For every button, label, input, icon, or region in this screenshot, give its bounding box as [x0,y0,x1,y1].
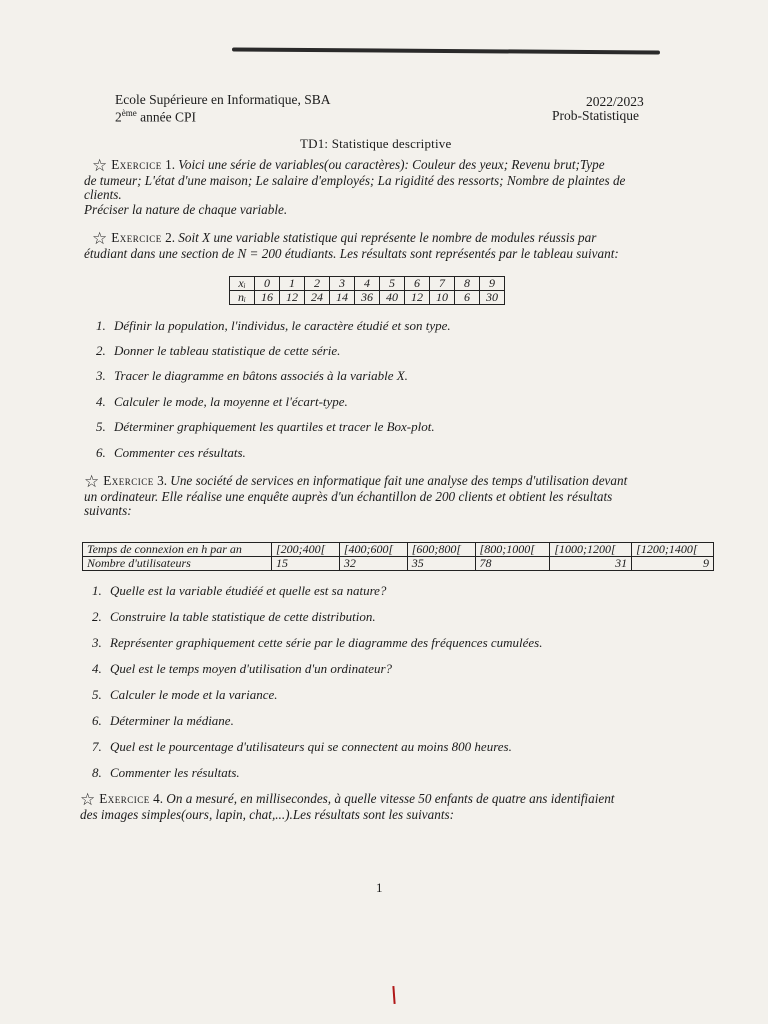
list-item: 6. Déterminer la médiane. [92,713,234,728]
list-item: 3. Tracer le diagramme en bâtons associés à la variable X. [96,368,408,383]
table-cell: 36 [355,291,380,305]
table-cell: 10 [430,291,455,305]
course-name: Prob-Statistique [552,108,639,123]
exercise-4-line-1: On a mesuré, en millisecondes, à quelle vitesse 50 enfants de quatre ans identifiaient [166,791,615,806]
table-cell: [400;600[ [339,543,407,557]
red-pen-mark [392,986,395,1004]
star-icon: ☆ [92,156,108,175]
table-cell: 7 [430,277,455,291]
table-cell: 9 [632,557,714,571]
table-cell: 12 [405,291,430,305]
table-cell: 16 [255,291,280,305]
page-top-rule [232,48,660,55]
table-cell: 3 [330,277,355,291]
exercise-4 [80,792,680,822]
table-cell: 2 [305,277,330,291]
year-superscript: ème [121,108,137,118]
table-header-x: xᵢ [230,277,255,291]
table-cell: 35 [407,557,475,571]
list-item: 5. Déterminer graphiquement les quartiles et tracer le Box-plot. [96,419,435,434]
exercise-1 [84,158,680,217]
table-cell: 6 [405,277,430,291]
exercise-2 [84,231,680,261]
table-cell: 4 [355,277,380,291]
table-cell: 9 [480,277,505,291]
exercise-2-number: 2. [165,230,175,245]
list-item: 4. Calculer le mode, la moyenne et l'écart-type. [96,394,348,409]
table-cell: 78 [475,557,550,571]
table-cell: 40 [380,291,405,305]
table-row-counts [83,557,714,571]
exercise-1-line-2: de tumeur; L'état d'une maison; Le salaire d'employés; La rigidité des ressorts; Nombre de plaintes de [84,172,626,188]
list-item: 1. Quelle est la variable étudiéé et quelle est sa nature? [92,583,387,598]
list-item: 3. Représenter graphiquement cette série par le diagramme des fréquences cumulées. [92,635,543,650]
exercise-3 [84,474,680,519]
year-number: 2 [115,109,122,125]
table-cell: [800;1000[ [475,543,550,557]
exercise-2-label: Exercice [111,230,162,245]
table-cell: 31 [550,557,632,571]
list-item: 7. Quel est le pourcentage d'utilisateurs qui se connectent au moins 800 heures. [92,739,512,754]
class-level [115,106,196,125]
star-icon: ☆ [92,229,108,248]
exercise-3-table [82,542,714,571]
page-title: TD1: Statistique descriptive [300,136,452,151]
list-item: 1. Définir la population, l'individus, le caractère étudié et son type. [96,318,451,333]
list-item: 6. Commenter ces résultats. [96,445,246,460]
list-item: 2. Construire la table statistique de cette distribution. [92,609,376,624]
school-name: Ecole Supérieure en Informatique, SBA [115,92,331,107]
exercise-1-label: Exercice [111,157,162,172]
table-row-x [230,277,505,291]
table-header-users: Nombre d'utilisateurs [83,557,272,571]
list-item: 4. Quel est le temps moyen d'utilisation d'un ordinateur? [92,661,393,676]
exercise-4-line-2: des images simples(ours, lapin, chat,...).Les résultats sont les suivants: [80,806,455,822]
academic-year: 2022/2023 [586,94,644,109]
exercise-3-line-3: suivants: [84,503,132,518]
list-item: 2. Donner le tableau statistique de cette série. [96,343,341,358]
table-header-time: Temps de connexion en h par an [83,543,272,557]
star-icon: ☆ [84,472,100,491]
table-cell: [200;400[ [272,543,340,557]
exercise-3-number: 3. [157,473,167,488]
table-cell: 15 [272,557,340,571]
page-number: 1 [376,880,383,895]
exercise-1-line-4: Préciser la nature de chaque variable. [84,201,288,217]
list-item: 5. Calculer le mode et la variance. [92,687,278,702]
exercise-2-line-2: étudiant dans une section de N = 200 étudiants. Les résultats sont représentés par le tableau suivant: [84,245,619,261]
exercise-3-line-1: Une société de services en informatique fait une analyse des temps d'utilisation devant [170,473,628,488]
exercise-2-line-1: Soit X une variable statistique qui représente le nombre de modules réussis par [178,230,597,245]
table-cell: 1 [280,277,305,291]
exercise-3-label: Exercice [103,473,154,488]
exercise-1-number: 1. [165,157,175,172]
exercise-2-table [229,276,505,305]
table-cell: 5 [380,277,405,291]
table-row-n [230,291,505,305]
table-cell: 30 [480,291,505,305]
exercise-1-line-1: Voici une série de variables(ou caractères): Couleur des yeux; Revenu brut;Type [178,157,605,172]
table-cell: 14 [330,291,355,305]
exercise-4-number: 4. [153,791,163,806]
table-cell: 12 [280,291,305,305]
table-cell: [1000;1200[ [550,543,632,557]
table-cell: [600;800[ [407,543,475,557]
table-header-n: nᵢ [230,291,255,305]
table-cell: 8 [455,277,480,291]
table-cell: 32 [339,557,407,571]
table-row-intervals [83,543,714,557]
list-item: 8. Commenter les résultats. [92,765,240,780]
table-cell: 6 [455,291,480,305]
exercise-1-line-3: clients. [84,187,122,202]
table-cell: 24 [305,291,330,305]
year-rest: année CPI [136,109,196,125]
table-cell: [1200;1400[ [632,543,714,557]
exercise-4-label: Exercice [99,791,150,806]
exercise-3-line-2: un ordinateur. Elle réalise une enquête auprès d'un échantillon de 200 clients et obtient les résultats [84,488,613,504]
table-cell: 0 [255,277,280,291]
star-icon: ☆ [80,790,96,809]
